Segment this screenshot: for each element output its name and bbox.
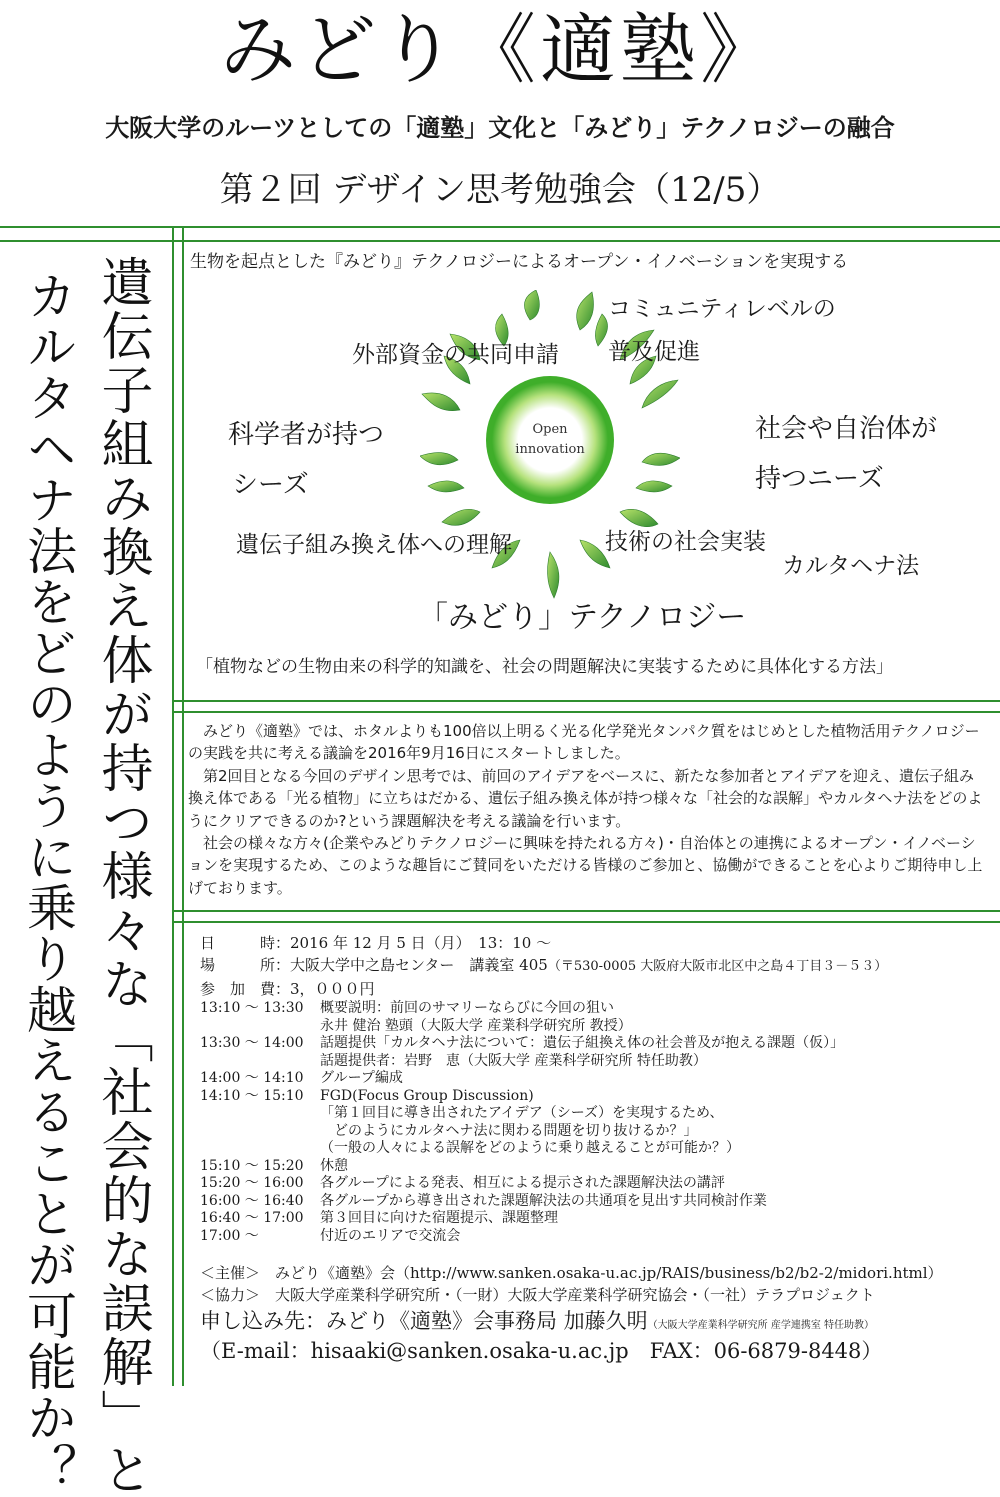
label-implementation: 技術の社会実装 [605,529,766,555]
schedule-desc: 話題提供者：岩野 恵（大阪大学 産業科学研究所 特任助教） [320,1052,707,1069]
label-understanding: 遺伝子組み換え体への理解 [236,532,512,558]
center-glow [492,382,608,498]
cooperation-credit: ＜協力＞ 大阪大学産業科学研究所・（一財）大阪大学産業科学研究協会・（一社）テラプロジェクト [200,1286,875,1304]
schedule-row [200,1105,990,1123]
schedule-time: 13:10 〜 13:30 [200,1000,304,1016]
schedule-desc: 概要説明：前回のサマリーならびに今回の狙い [320,1000,614,1016]
schedule-time: 14:00 〜 14:10 [200,1070,304,1086]
label-society-1: 社会や自治体が [755,414,938,444]
schedule-desc: 話題提供「カルタヘナ法について：遺伝子組換え体の社会普及が抱える課題（仮）」 [320,1035,845,1051]
schedule-row [200,1140,990,1158]
schedule-time: 17:00 〜 [200,1227,259,1244]
schedule-desc: 各グループから導き出された課題解決法の共通項を見出す共同検討作業 [320,1192,767,1209]
vertical-heading-1: 遺伝子組み換え体が持つ様々な「社会的な誤解」と [92,255,152,1497]
credits [200,1262,990,1306]
host-credit: ＜主催＞ みどり《適塾》会（http://www.sanken.osaka-u.ac.jp/RAIS/business/b2/b2-2/midori.html） [200,1264,943,1282]
center-label-open: Open [532,422,568,437]
intro-paragraph: 社会の様々な方々(企業やみどりテクノロジーに興味を持たれる方々)・自治体との連携によるオープン・イノベーションを実現するため、このような趣旨にご賛同をいただける皆様のご参加と、協働ができることを心よりご期待申し上げております。 [188,834,983,897]
schedule-row [200,1158,990,1176]
divider [172,921,1000,923]
schedule [200,1000,990,1245]
place-address: （〒530-0005 大阪府大阪市北区中之島４丁目３－５３） [547,959,888,974]
place-value: 大阪大学中之島センター 講義室 405 [290,956,548,974]
intro-paragraph: みどり《適塾》では、ホタルよりも100倍以上明るく光る化学発光タンパク質をはじめとした植物活用テクノロジーの実践を共に考える議論を2016年9月16日にスタートしました。 [188,722,980,763]
label-technology: 「みどり」テクノロジー [418,600,747,635]
label-funding: 外部資金の共同申請 [352,342,559,368]
schedule-desc: 第３回目に向けた宿題提示、課題整理 [320,1210,558,1226]
info-place [200,954,990,978]
divider [172,226,174,1386]
diagram-heading: 生物を起点とした『みどり』テクノロジーによるオープン・イノベーションを実現する [190,252,849,272]
divider [0,226,1000,228]
schedule-time: 16:40 〜 17:00 [200,1210,304,1226]
intro-paragraph: 第2回目となる今回のデザイン思考では、前回のアイデアをベースに、新たな参加者とアイデアを迎え、遺伝子組み換え体である「光る植物」に立ちはだかる、遺伝子組み換え体が持つ様々な「社会的な誤解」やカルタヘナ法をどのようにクリアできるのか?という課題解決を考える議論を行います。 [188,766,983,830]
date-value: 2016 年 12 月 5 日（月） 13：10 〜 [290,934,552,952]
schedule-desc: FGD(Focus Group Discussion) [320,1087,534,1104]
schedule-time [200,1018,320,1036]
label-scientist-1: 科学者が持つ [228,420,385,450]
schedule-row [200,1175,990,1193]
schedule-row [200,1035,990,1053]
info-date [200,932,990,954]
label-community-2: 普及促進 [608,339,700,365]
fee-value: 3，０００円 [290,980,375,998]
divider [0,240,1000,242]
event-info [200,932,990,1000]
schedule-desc: 休憩 [320,1157,348,1174]
vertical-heading-2: カルタヘナ法をどのように乗り越えることが可能か？ [19,270,77,1494]
page-title: みどり《適塾》 [220,5,780,94]
date-label: 日 時： [200,934,291,952]
schedule-time [200,1105,320,1123]
schedule-row [200,1123,990,1141]
schedule-row [200,1070,990,1088]
schedule-desc: 永井 健治 塾頭（大阪大学 産業科学研究所 教授） [320,1017,632,1034]
fee-label: 参 加 費： [200,980,291,998]
divider [182,226,184,1386]
schedule-time [200,1140,320,1158]
center-label-innovation: innovation [515,442,585,457]
schedule-row [200,1018,990,1036]
application-contact: 申し込み先：みどり《適塾》会事務局 加藤久明 [200,1309,648,1333]
schedule-row [200,1210,990,1228]
session-title: 第２回 デザイン思考勉強会（12/5） [219,170,781,210]
place-label: 場 所： [200,956,291,974]
intro-text [188,720,988,899]
schedule-time: 15:10 〜 15:20 [200,1157,304,1174]
schedule-time [200,1053,320,1071]
schedule-desc: 「第１回目に導き出されたアイデア（シーズ）を実現するため、 [320,1105,724,1121]
label-community-1: コミュニティレベルの [608,296,836,322]
divider [172,711,1000,713]
label-scientist-2: シーズ [232,470,309,500]
info-fee [200,978,990,1000]
schedule-row [200,1088,990,1106]
schedule-row [200,1193,990,1211]
schedule-row [200,1000,990,1018]
label-society-2: 持つニーズ [755,464,884,494]
schedule-row [200,1053,990,1071]
schedule-desc: 各グループによる発表、相互による提示された課題解決法の講評 [320,1175,725,1191]
divider [172,700,1000,702]
schedule-desc: グループ編成 [320,1070,403,1086]
divider [172,910,1000,912]
contact-line: （E-mail：hisaaki@sanken.osaka-u.ac.jp FAX：06-6879-8448） [200,1339,883,1363]
page-subtitle: 大阪大学のルーツとしての「適塾」文化と「みどり」テクノロジーの融合 [105,113,895,142]
schedule-time: 15:20 〜 16:00 [200,1175,304,1191]
schedule-time: 16:00 〜 16:40 [200,1192,304,1209]
diagram-footer: 「植物などの生物由来の科学的知識を、社会の問題解決に実装するために具体化する方法」 [196,657,893,677]
application-affiliation: （大阪大学産業科学研究所 産学連携室 特任助教） [647,1320,875,1331]
label-cartagena: カルタヘナ法 [782,553,920,579]
schedule-desc: （一般の人々による誤解をどのように乗り越えることが可能か？） [320,1140,740,1156]
schedule-time: 14:10 〜 15:10 [200,1087,304,1104]
schedule-time [200,1123,320,1141]
schedule-desc: 付近のエリアで交流会 [320,1227,461,1244]
schedule-row [200,1228,990,1246]
schedule-desc: どのようにカルタヘナ法に関わる問題を切り抜けるか？」 [320,1122,698,1139]
schedule-time: 13:30 〜 14:00 [200,1035,304,1051]
